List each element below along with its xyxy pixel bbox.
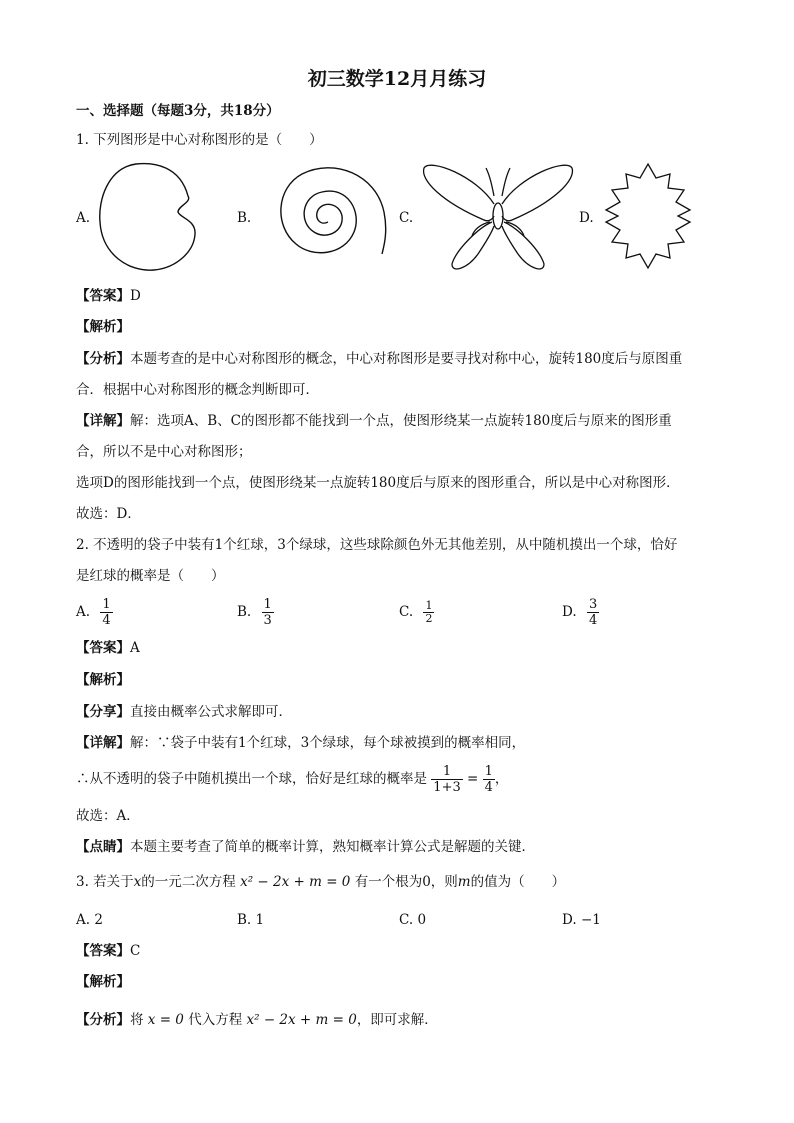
q1-detail-line2: 合，所以不是中心对称图形；: [76, 444, 252, 460]
equation: x² − 2x + m = 0: [240, 874, 351, 890]
equals-sign: =: [467, 771, 479, 787]
fraction: $\frac{1}{3}$: [263, 597, 272, 628]
fenxi-tag: 【分析】: [76, 1012, 130, 1028]
spiral-icon: [256, 160, 390, 272]
q2-fenxiang: [76, 702, 292, 722]
fraction: $\frac{3}{4}$: [588, 597, 598, 628]
stem-text: 3. 若关于: [76, 874, 134, 890]
fraction: $\frac{1}{4}$: [484, 764, 493, 795]
q2-option-c: [399, 594, 434, 630]
fraction: $\frac{1}{1+3}$: [433, 764, 461, 795]
fenxiang-text: 直接由概率公式求解即可．: [130, 704, 292, 720]
analysis-tag: 【解析】: [76, 974, 130, 990]
q1-option-a-label: A.: [76, 210, 91, 226]
q1-fenxi-line2: 合．根据中心对称图形的概念判断即可．: [76, 382, 319, 398]
fenxiang-tag: 【分享】: [76, 704, 130, 720]
q1-stem: 1. 下列图形是中心对称图形的是（ ）: [76, 132, 323, 148]
var-x: x: [133, 874, 142, 890]
q1-choose: 故选：D．: [76, 506, 141, 522]
answer-value: A: [130, 640, 140, 656]
equation: x = 0: [147, 1012, 184, 1028]
fenxi-text: 代入方程: [188, 1012, 243, 1028]
fenxi-tag: 【分析】: [76, 351, 130, 367]
butterfly-icon: [420, 156, 576, 274]
detail-text: 解：选项A、B、C的图形都不能找到一个点，使图形绕某一点旋转180度后与原来的图形重: [130, 413, 672, 429]
dianjing-text: 本题主要考查了简单的概率计算，熟知概率计算公式是解题的关键．: [130, 839, 535, 855]
detail-text: 解：∵袋子中装有1个红球，3个绿球，每个球被摸到的概率相同，: [130, 735, 526, 751]
answer-value: D: [130, 288, 141, 304]
stem-text: 的值为（ ）: [470, 874, 566, 890]
q3-option-c: C. 0: [399, 912, 427, 928]
q2-option-a: [76, 594, 113, 630]
q3-option-b: B. 1: [237, 912, 265, 928]
answer-value: C: [130, 943, 141, 959]
fraction: $\frac{1}{4}$: [102, 597, 111, 628]
answer-tag: 【答案】: [76, 640, 130, 656]
q3-option-a: A. 2: [76, 912, 103, 928]
answer-tag: 【答案】: [76, 943, 130, 959]
page-title: 初三数学12月月练习: [307, 68, 487, 90]
q2-option-b: [237, 594, 274, 630]
q1-answer: [76, 286, 141, 306]
section-heading: 一、选择题（每题3分，共18分）: [76, 103, 280, 119]
stem-text: 的一元二次方程: [141, 874, 236, 890]
dianjing-tag: 【点睛】: [76, 839, 130, 855]
fenxi-text: ，即可求解．: [356, 1012, 438, 1028]
var-m: m: [457, 874, 471, 890]
q1-detail-line1: [76, 411, 672, 431]
analysis-tag: 【解析】: [76, 319, 130, 335]
fenxi-text: 将: [130, 1012, 144, 1028]
answer-tag: 【答案】: [76, 288, 130, 304]
detail-tag: 【详解】: [76, 735, 130, 751]
q2-dianjing: [76, 837, 535, 857]
q2-answer: [76, 638, 140, 658]
option-label: D.: [562, 604, 577, 620]
q1-option-d-label: D.: [579, 210, 594, 226]
detail-text: ∴从不透明的袋子中随机摸出一个球，恰好是红球的概率是: [76, 771, 427, 787]
fenxi-text: 本题考查的是中心对称图形的概念，中心对称图形是要寻找对称中心，旋转180度后与原图重: [130, 351, 683, 367]
q1-fenxi-line1: [76, 349, 682, 369]
option-label: A.: [76, 604, 91, 620]
q3-option-d: D. −1: [562, 912, 601, 928]
q3-stem: [76, 872, 565, 892]
q2-stem-line1: 2. 不透明的袋子中装有1个红球，3个绿球，这些球除颜色外无其他差别，从中随机摸出一个球，恰好: [76, 537, 678, 553]
fraction: $\frac{1}{2}$: [425, 599, 433, 625]
stem-text: 有一个根为0，则: [354, 874, 458, 890]
snowflake-icon: [592, 160, 704, 272]
punct: ，: [494, 771, 509, 787]
option-label: B.: [237, 604, 252, 620]
q1-detail-line3: 选项D的图形能找到一个点，使图形绕某一点旋转180度后与原来的图形重合，所以是中心对称图形．: [76, 475, 680, 491]
equation: x² − 2x + m = 0: [246, 1012, 357, 1028]
q3-answer: [76, 941, 140, 961]
cardioid-icon: [96, 160, 204, 276]
detail-tag: 【详解】: [76, 413, 130, 429]
option-label: C.: [399, 604, 414, 620]
q2-option-d: [562, 594, 599, 630]
q1-option-c-label: C.: [399, 210, 414, 226]
q2-stem-line2: 是红球的概率是（ ）: [76, 568, 225, 584]
q2-choose: 故选：A．: [76, 808, 140, 824]
q2-detail-line1: [76, 733, 525, 753]
q3-fenxi: [76, 1010, 438, 1030]
q2-detail-line2: [76, 760, 508, 798]
q1-option-b-label: B.: [237, 210, 252, 226]
analysis-tag: 【解析】: [76, 672, 130, 688]
